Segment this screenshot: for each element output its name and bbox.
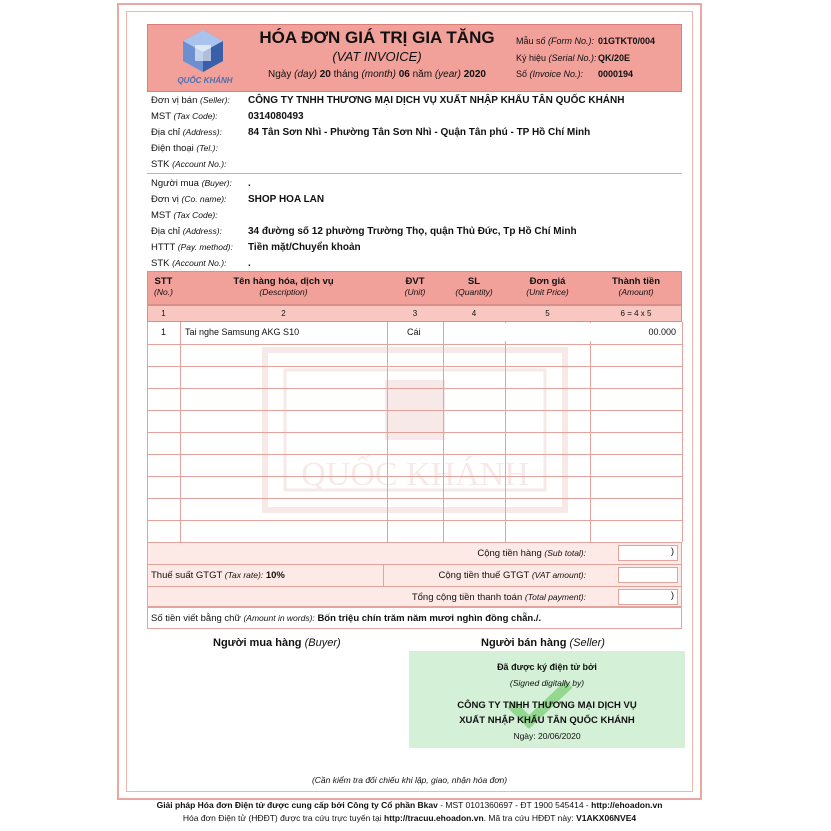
buyer-account-label: STK (Account No.):: [151, 258, 227, 269]
table-row-line: [147, 432, 682, 433]
buyer-address-label: Địa chỉ (Address):: [151, 226, 222, 237]
buyer-pay-label: HTTT (Pay. method):: [151, 242, 233, 253]
signer-company-line1: CÔNG TY TNHH THƯƠNG MẠI DỊCH VỤ: [457, 700, 637, 711]
table-row-line: [147, 520, 682, 521]
divider: [147, 173, 682, 174]
col-number: 5: [545, 309, 550, 318]
col-header-amount: Thành tiền (Amount): [611, 276, 661, 297]
table-row-line: [147, 498, 682, 499]
row-unit: Cái: [407, 327, 421, 337]
col-header-no: STT (No.): [154, 276, 173, 297]
serial-label: Ký hiệu (Serial No.):: [516, 53, 597, 63]
col-header-unit-price: Đơn giá (Unit Price): [526, 276, 569, 297]
col-header-quantity: SL (Quantity): [455, 276, 493, 297]
redacted-area: [450, 323, 595, 341]
invoice-subtitle: (VAT INVOICE): [332, 49, 422, 64]
buyer-pay-method: Tiền mặt/Chuyển khoản: [248, 242, 361, 253]
verification-note: (Cần kiểm tra đối chiếu khi lập, giao, nhận hóa đơn): [311, 775, 508, 785]
divider: [383, 564, 384, 586]
amount-in-words: Số tiền viết bằng chữ (Amount in words): Bốn triệu chín trăm năm mươi nghìn đồng chẵn./.: [151, 613, 542, 624]
seller-signature-label: Người bán hàng (Seller): [481, 637, 605, 649]
buyer-address: 34 đường số 12 phường Trường Thọ, quận Thủ Đức, Tp Hồ Chí Minh: [248, 226, 577, 237]
form-no-label: Mẫu số (Form No.):: [516, 36, 595, 46]
col-header-unit: ĐVT (Unit): [404, 276, 426, 297]
col-number: 1: [161, 309, 166, 318]
row-amount: 00.000: [648, 327, 676, 337]
seller-name: CÔNG TY TNHH THƯƠNG MẠI DỊCH VỤ XUẤT NHẬP KHẨU TÂN QUỐC KHÁNH: [248, 95, 625, 106]
signed-by-text: Đã được ký điện tử bởi: [497, 662, 597, 672]
seller-address: 84 Tân Sơn Nhì - Phường Tân Sơn Nhì - Quận Tân phú - TP Hồ Chí Minh: [248, 127, 591, 138]
serial-value: QK/20E: [598, 53, 631, 63]
seller-name-label: Đơn vị bán (Seller):: [151, 95, 230, 106]
logo-text: QUỐC KHÁNH: [177, 76, 233, 85]
col-number: 2: [281, 309, 286, 318]
buyer-co-label: Đơn vị (Co. name):: [151, 194, 227, 205]
table-row-line: [147, 410, 682, 411]
invoice-date: Ngày (day) 20 tháng (month) 06 năm (year) 2020: [268, 69, 486, 80]
subtotal-label: Cộng tiền hàng (Sub total):: [477, 548, 586, 559]
seller-phone-label: Điện thoại (Tel.):: [151, 143, 218, 154]
row-description: Tai nghe Samsung AKG S10: [185, 327, 300, 337]
total-payment-value: ): [618, 589, 678, 605]
table-row-line: [147, 476, 682, 477]
buyer-label: Người mua (Buyer):: [151, 178, 232, 189]
table-row-line: [147, 388, 682, 389]
seller-account-label: STK (Account No.):: [151, 159, 227, 170]
table-row-line: [147, 454, 682, 455]
signed-date: Ngày: 20/06/2020: [513, 731, 581, 741]
table-row-line: [147, 344, 682, 345]
form-no-value: 01GTKT0/004: [598, 36, 656, 46]
tax-rate-label: Thuế suất GTGT (Tax rate): 10%: [151, 570, 285, 581]
buyer-signature-label: Người mua hàng (Buyer): [213, 637, 341, 649]
row-no: 1: [160, 327, 166, 337]
watermark-text: QUỐC KHÁNH: [301, 456, 529, 493]
seller-tax-label: MST (Tax Code):: [151, 111, 218, 122]
buyer-tax-label: MST (Tax Code):: [151, 210, 218, 221]
divider: [147, 564, 682, 565]
items-table-body: [147, 322, 682, 542]
buyer-company: SHOP HOA LAN: [248, 194, 325, 205]
footer-line-provider: Giải pháp Hóa đơn Điện tử được cung cấp bởi Công ty Cổ phần Bkav - MST 0101360697 - ĐT 1900 545414 - http://ehoadon.vn: [156, 800, 663, 810]
col-header-description: Tên hàng hóa, dịch vụ (Description): [233, 276, 334, 297]
buyer-name: .: [248, 178, 251, 189]
invoice-title: HÓA ĐƠN GIÁ TRỊ GIA TĂNG: [259, 28, 495, 47]
signed-by-en: (Signed digitally by): [509, 678, 585, 688]
col-number: 3: [412, 309, 418, 318]
footer-line-lookup: Hóa đơn Điện tử (HĐĐT) được tra cứu trực tuyến tại http://tracuu.ehoadon.vn. Mã tra cứu HĐĐT này: V1AKX06NVE4: [182, 813, 637, 823]
col-number: 4: [471, 309, 477, 318]
invoice-no-label: Số (Invoice No.):: [516, 69, 584, 79]
divider: [147, 586, 682, 587]
seller-address-label: Địa chỉ (Address):: [151, 127, 222, 138]
col-number: 6 = 4 x 5: [620, 309, 652, 318]
signer-company-line2: XUẤT NHẬP KHẨU TÂN QUỐC KHÁNH: [459, 715, 635, 726]
vat-amount-label: Cộng tiền thuế GTGT (VAT amount):: [438, 570, 586, 581]
subtotal-value: ): [618, 545, 678, 561]
invoice-no-value: 0000194: [598, 69, 634, 79]
vat-amount-value: [618, 567, 678, 583]
table-column-line: [682, 322, 683, 542]
seller-tax-code: 0314080493: [248, 111, 304, 122]
buyer-account: .: [248, 258, 251, 269]
table-row-line: [147, 366, 682, 367]
total-payment-label: Tổng cộng tiền thanh toán (Total payment):: [411, 592, 586, 603]
